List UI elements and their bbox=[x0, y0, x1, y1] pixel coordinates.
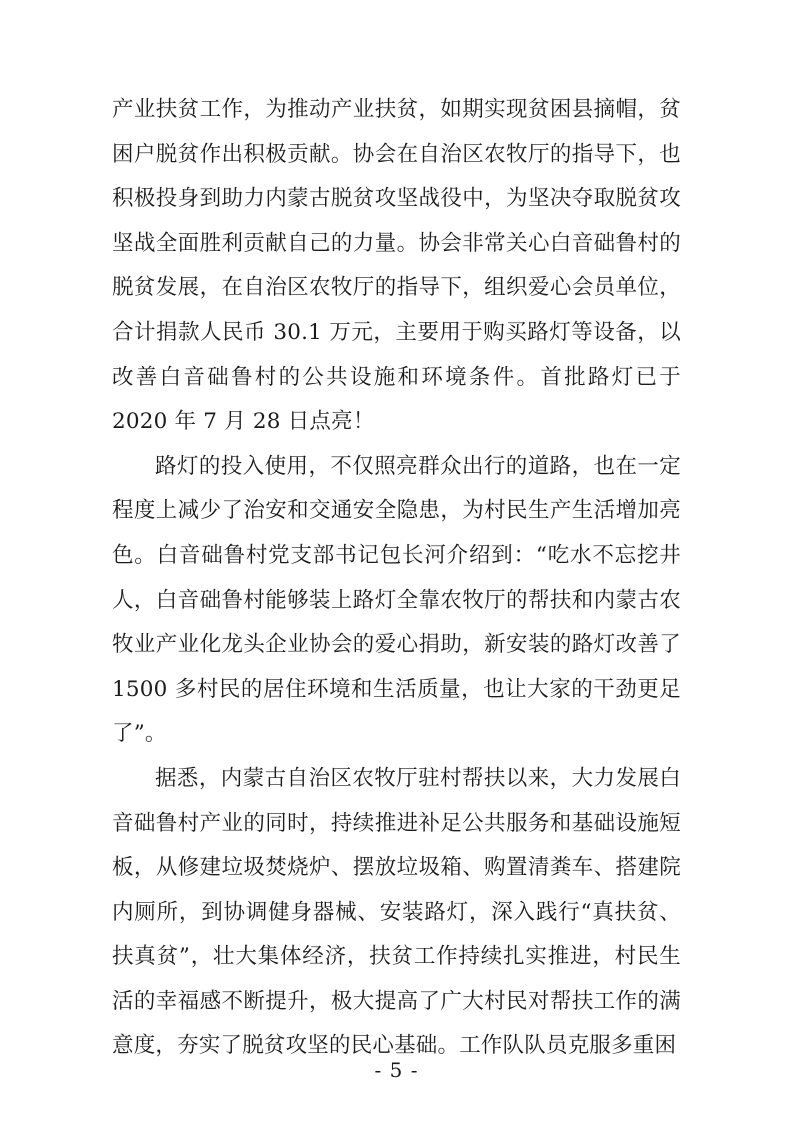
page-number: - 5 - bbox=[374, 1058, 419, 1082]
document-body bbox=[112, 88, 681, 1069]
paragraph-3: 据悉，内蒙古自治区农牧厅驻村帮扶以来，大力发展白音础鲁村产业的同时，持续推进补足公共服务和基础设施短板，从修建垃圾焚烧炉、摆放垃圾箱、购置清粪车、搭建院内厕所，到协调健身器械、安装路灯，深入践行“真扶贫、扶真贫”，壮大集体经济，扶贫工作持续扎实推进，村民生活的幸福感不断提升，极大提高了广大村民对帮扶工作的满意度，夯实了脱贫攻坚的民心基础。工作队队员克服多重困 bbox=[112, 765, 681, 1059]
paragraph-1: 产业扶贫工作，为推动产业扶贫，如期实现贫困县摘帽，贫困户脱贫作出积极贡献。协会在自治区农牧厅的指导下，也积极投身到助力内蒙古脱贫攻坚战役中，为坚决夺取脱贫攻坚战全面胜利贡献自己的力量。协会非常关心白音础鲁村的脱贫发展，在自治区农牧厅的指导下，组织爱心会员单位，合计捐款人民币 30.1 万元，主要用于购买路灯等设备，以改善白音础鲁村的公共设施和环境条件。首批路灯已于 2020 年 7 月 28 日点亮！ bbox=[112, 97, 681, 435]
paragraph-2: 路灯的投入使用，不仅照亮群众出行的道路，也在一定程度上减少了治安和交通安全隐患，为村民生产生活增加亮色。白音础鲁村党支部书记包长河介绍到：“吃水不忘挖井人，白音础鲁村能够装上路灯全靠农牧厅的帮扶和内蒙古农牧业产业化龙头企业协会的爱心捐助，新安装的路灯改善了 1500 多村民的居住环境和生活质量，也让大家的干劲更足了”。 bbox=[112, 453, 681, 747]
